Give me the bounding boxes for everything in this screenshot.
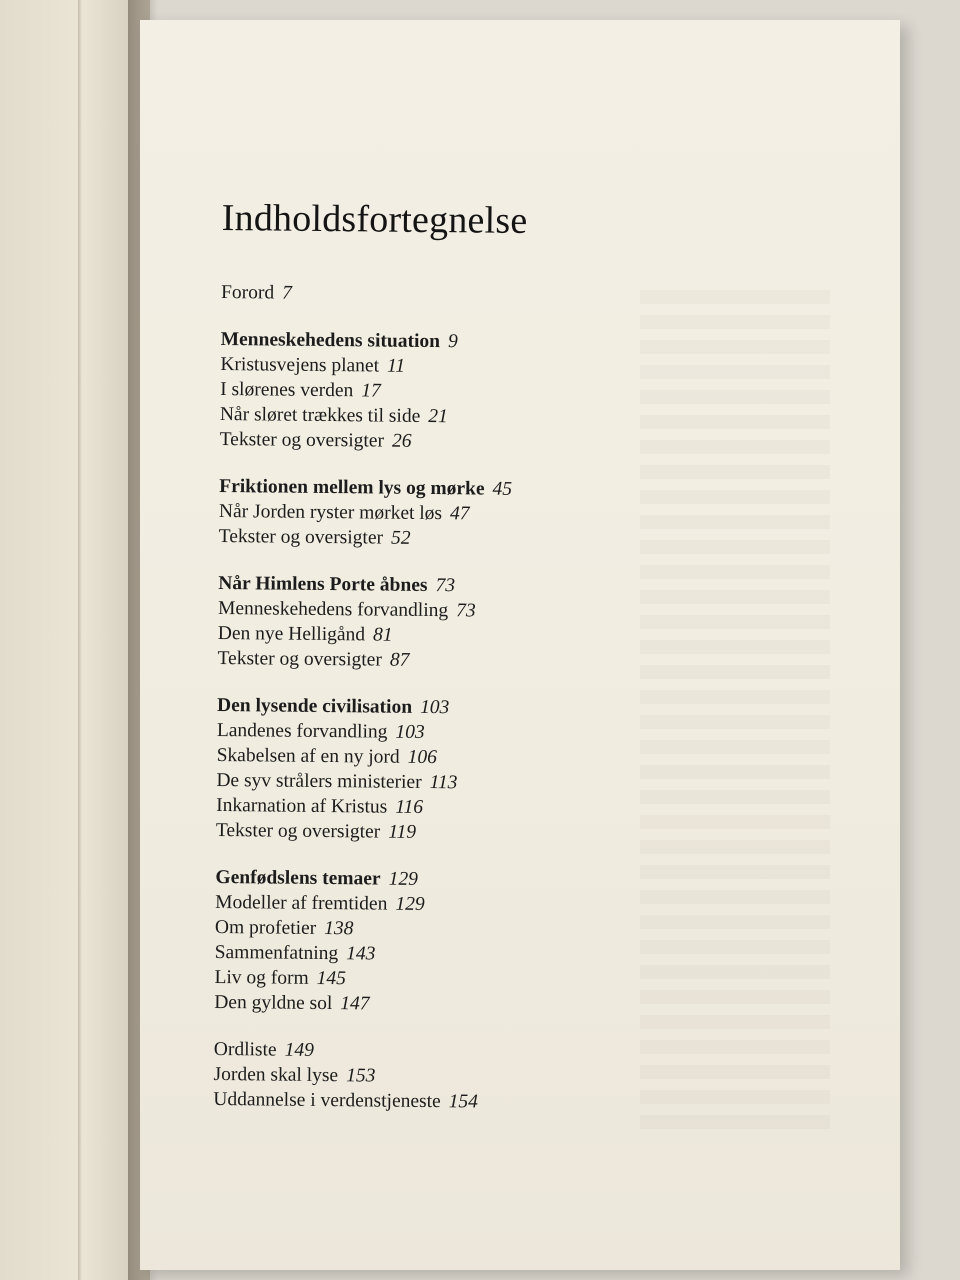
toc-entry-label: Tekster og oversigter <box>219 428 385 452</box>
toc-page-number: 11 <box>386 355 406 377</box>
toc-section <box>219 474 860 555</box>
toc-entry-label: Ordliste <box>213 1038 277 1061</box>
toc-page-number: 119 <box>388 821 417 843</box>
toc-page-number: 7 <box>282 282 293 304</box>
toc-entry-label: Modeller af fremtiden <box>215 891 388 915</box>
toc-entry-label: Uddannelse i verdenstjeneste <box>213 1088 441 1113</box>
toc-page-number: 45 <box>492 478 513 500</box>
toc-entry-label: De syv strålers ministerier <box>216 769 422 793</box>
toc-entry-label: Forord <box>220 281 275 304</box>
toc-section <box>213 1037 854 1118</box>
toc-entry-label: Kristusvejens planet <box>220 353 380 377</box>
toc-title: Indholdsfortegnelse <box>221 196 528 242</box>
toc-entry <box>213 1087 853 1118</box>
toc-entry-label: Landenes forvandling <box>216 719 388 743</box>
toc-page-number: 87 <box>389 649 410 671</box>
toc-page-number: 116 <box>395 796 424 818</box>
toc-section <box>214 865 855 1021</box>
toc-entry-label: Skabelsen af en ny jord <box>216 744 400 768</box>
toc-entry-label: Genfødslens temaer <box>215 866 381 890</box>
toc-entry-label: Friktionen mellem lys og mørke <box>219 475 485 500</box>
toc-page-number: 103 <box>395 721 425 743</box>
toc-entry-label: Den nye Helligånd <box>217 622 366 646</box>
toc-page-number: 129 <box>395 893 425 915</box>
toc-page-number: 143 <box>346 943 376 965</box>
left-page-edge <box>78 0 82 1280</box>
toc-page-number: 103 <box>420 696 450 719</box>
toc-entry-label: Når Himlens Porte åbnes <box>218 572 428 596</box>
toc-entry <box>219 524 859 555</box>
toc-page-number: 153 <box>346 1065 376 1087</box>
toc-section <box>221 280 861 311</box>
toc-entry-label: Menneskehedens forvandling <box>217 597 449 622</box>
toc-section <box>217 571 858 677</box>
toc-entry-label: Tekster og oversigter <box>217 647 382 671</box>
toc-page-number: 47 <box>449 503 470 525</box>
toc-entry <box>220 427 860 458</box>
toc-entry-label: Når sløret trækkes til side <box>219 403 421 427</box>
toc-page-number: 149 <box>284 1039 314 1061</box>
toc-page-number: 106 <box>407 746 438 769</box>
toc-entry-label: I slørenes verden <box>220 378 354 402</box>
toc-page-number: 21 <box>428 405 448 428</box>
table-of-contents <box>213 196 862 1140</box>
toc-entry-label: Tekster og oversigter <box>215 819 381 843</box>
toc-page-number: 147 <box>340 993 370 1015</box>
toc-entry-label: Liv og form <box>214 966 309 989</box>
toc-page-number: 145 <box>316 967 347 990</box>
toc-entry-label: Sammenfatning <box>214 941 339 965</box>
toc-sections <box>213 280 861 1118</box>
toc-page-number: 138 <box>324 918 354 940</box>
toc-page-number: 17 <box>361 380 381 402</box>
toc-entry-label: Den gyldne sol <box>214 991 333 1015</box>
toc-entry-label: Menneskehedens situation <box>220 328 441 353</box>
toc-page-number: 81 <box>372 624 393 646</box>
toc-entry-label: Inkarnation af Kristus <box>216 794 388 818</box>
toc-entry <box>214 990 854 1021</box>
toc-entry <box>217 646 857 677</box>
toc-entry <box>216 818 856 849</box>
toc-entry-label: Tekster og oversigter <box>218 525 384 549</box>
toc-page-number: 154 <box>448 1091 479 1113</box>
toc-entry-label: Jorden skal lyse <box>213 1063 339 1087</box>
toc-entry-label: Om profetier <box>214 916 317 939</box>
toc-page-number: 26 <box>391 430 412 452</box>
toc-entry <box>221 280 861 311</box>
toc-entry-label: Når Jorden ryster mørket løs <box>218 500 443 525</box>
toc-page-number: 52 <box>390 527 411 549</box>
toc-section <box>216 693 857 849</box>
toc-section <box>220 327 861 458</box>
toc-page-number: 73 <box>435 575 456 597</box>
toc-page-number: 113 <box>429 772 458 794</box>
toc-entry-label: Den lysende civilisation <box>217 694 413 718</box>
toc-page-number: 129 <box>388 868 418 890</box>
toc-page-number: 73 <box>456 600 476 622</box>
toc-page-number: 9 <box>447 331 458 353</box>
